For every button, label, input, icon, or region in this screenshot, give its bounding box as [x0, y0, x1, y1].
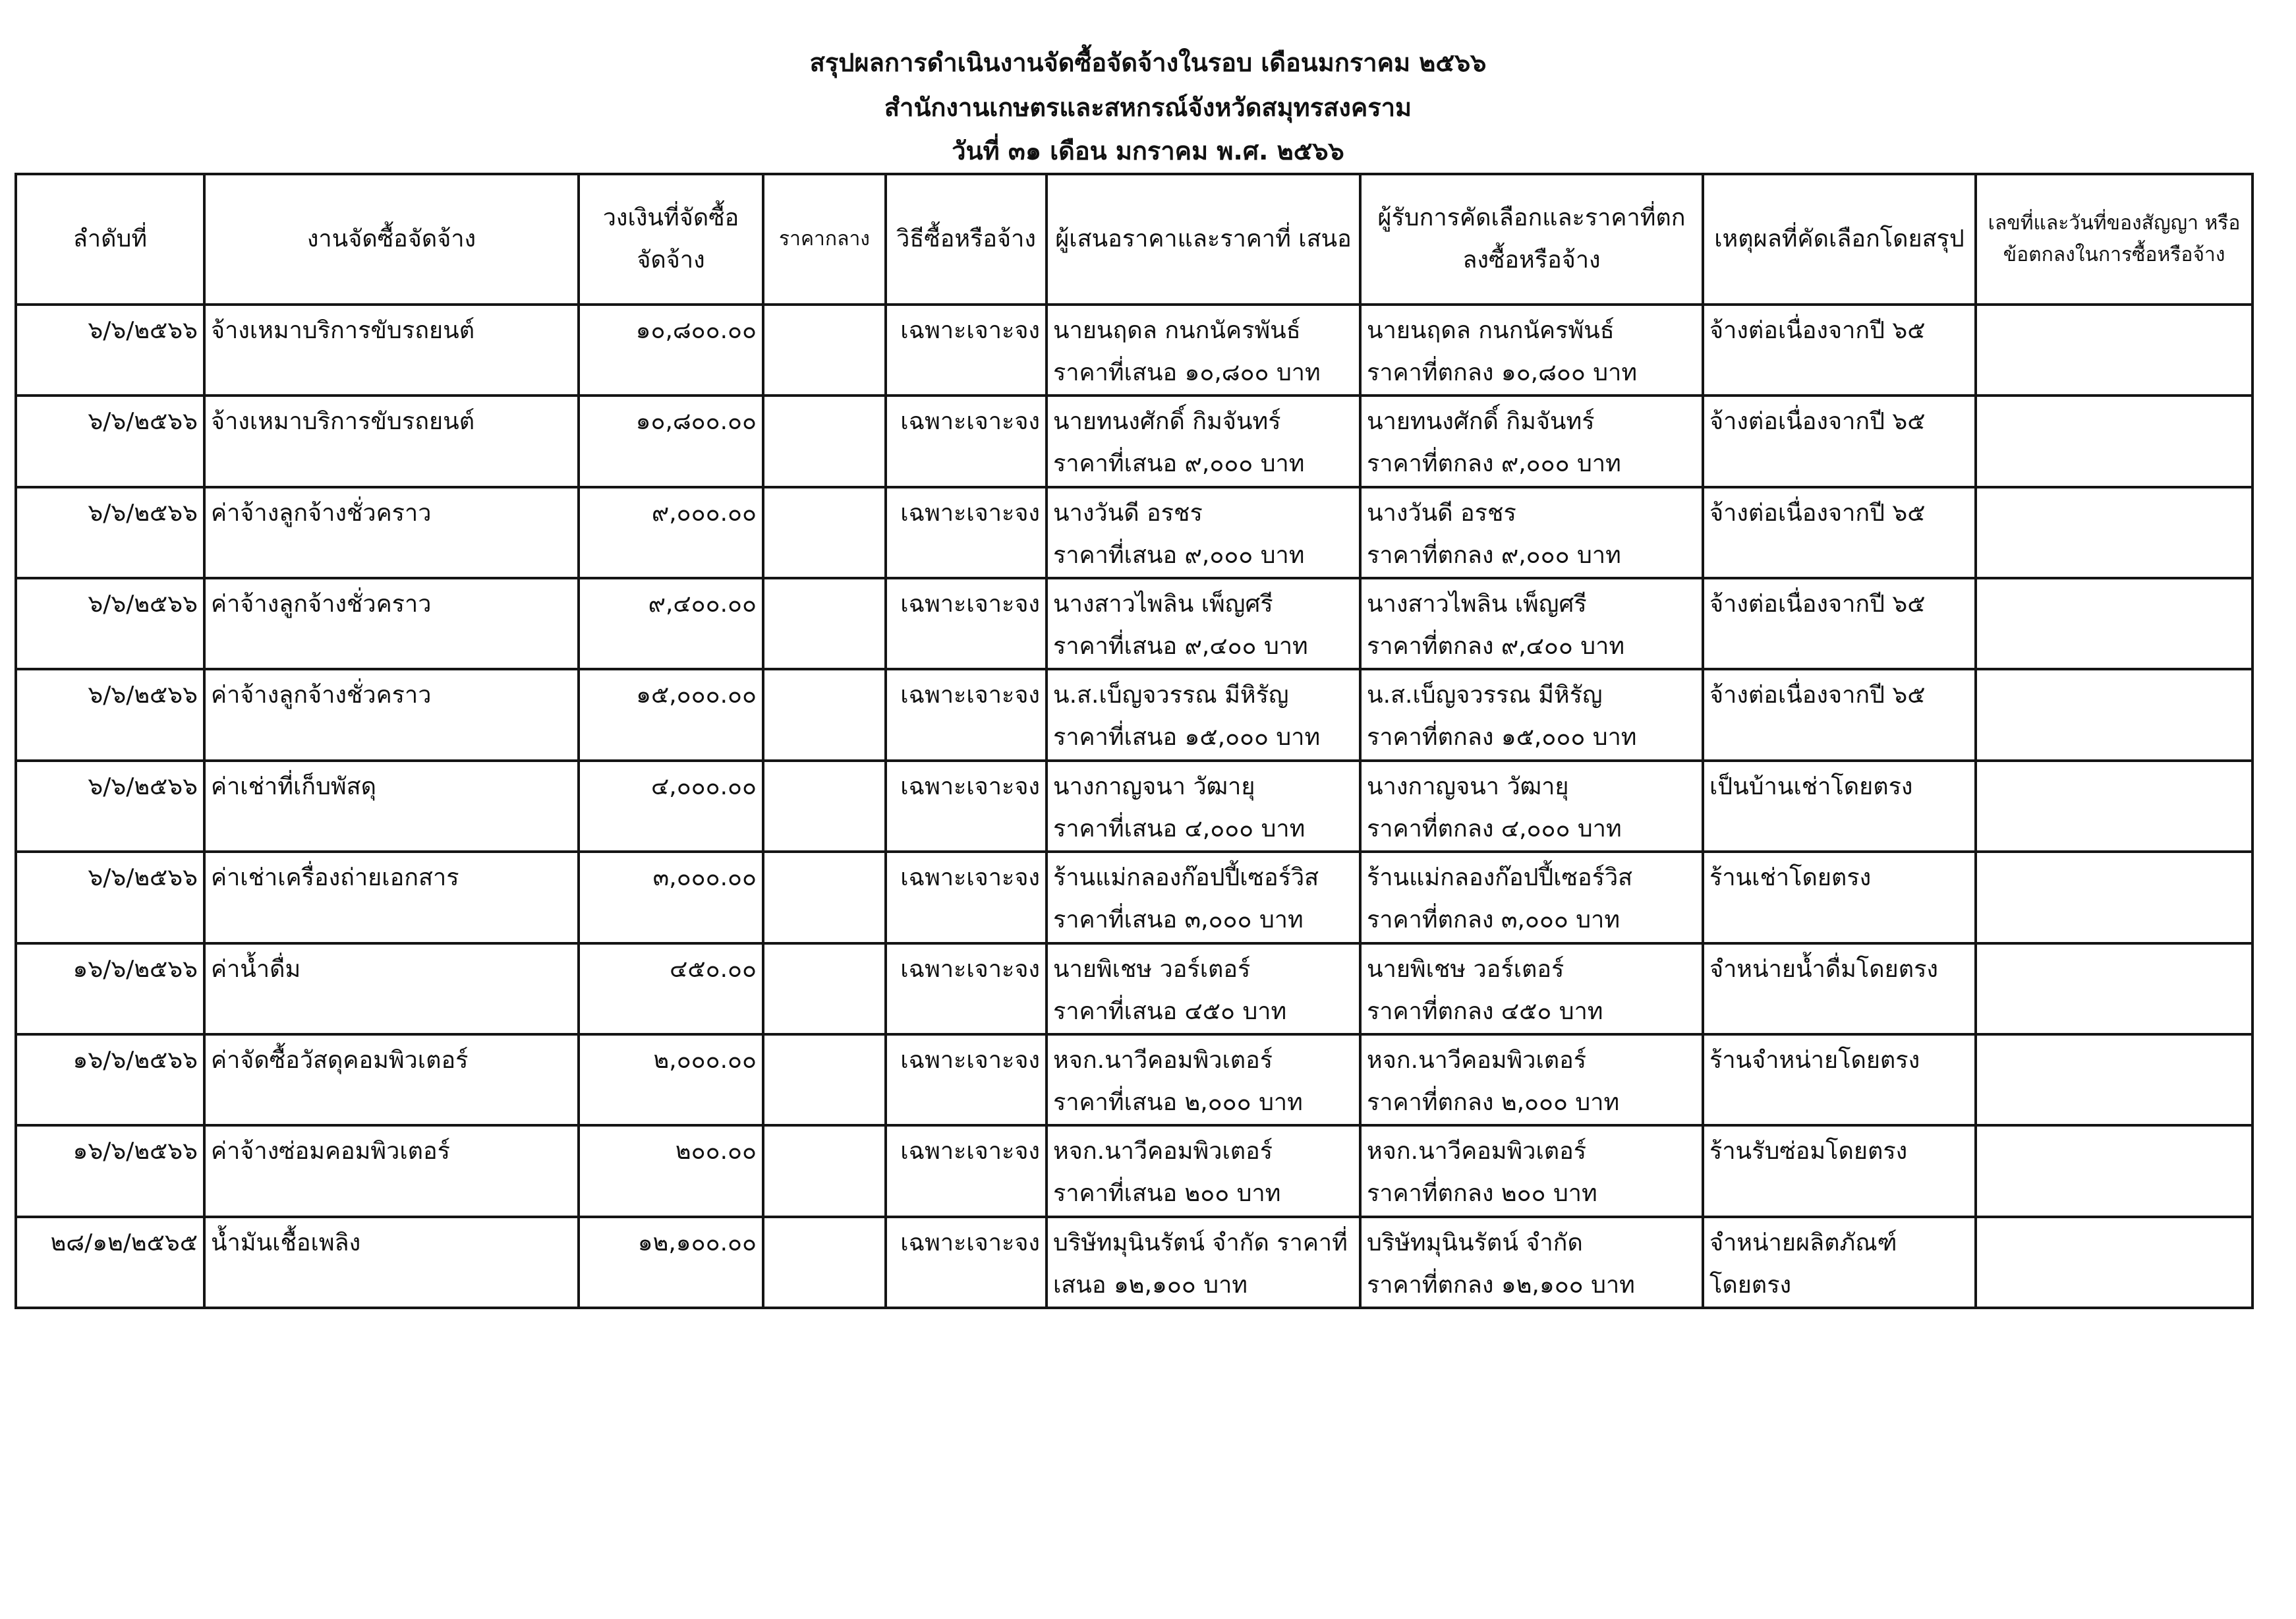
cell-no: ๖/๖/๒๕๖๖ — [16, 487, 204, 578]
col-header-offer — [1047, 174, 1360, 305]
cell-no: ๖/๖/๒๕๖๖ — [16, 669, 204, 760]
winner-price: ราคาที่ตกลง ๒๐๐ บาท — [1367, 1180, 1597, 1208]
cell-median-price — [763, 305, 886, 396]
cell-winner — [1360, 305, 1703, 396]
report-date: วันที่ ๓๑ เดือน มกราคม พ.ศ. ๒๕๖๖ — [952, 136, 1344, 165]
col-header-offer-line1: ผู้เสนอราคาและราคาที่ — [1055, 225, 1291, 252]
col-header-reason: เหตุผลที่คัดเลือกโดยสรุป — [1703, 174, 1976, 305]
cell-contract — [1976, 305, 2253, 396]
col-header-contract-line1: เลขที่และวันที่ของสัญญา — [1988, 212, 2198, 235]
cell-procurement-name: ค่าจ้างลูกจ้างชั่วคราว — [204, 669, 579, 760]
cell-median-price — [763, 852, 886, 943]
winner-price: ราคาที่ตกลง ๔๕๐ บาท — [1367, 997, 1603, 1025]
cell-procurement-name: น้ำมันเชื้อเพลิง — [204, 1217, 579, 1308]
cell-procurement-name: ค่าเช่าที่เก็บพัสดุ — [204, 761, 579, 852]
col-header-name: งานจัดซื้อจัดจ้าง — [204, 174, 579, 305]
cell-median-price — [763, 1034, 886, 1125]
cell-method: เฉพาะเจาะจง — [886, 1125, 1047, 1216]
cell-method: เฉพาะเจาะจง — [886, 1034, 1047, 1125]
cell-method: เฉพาะเจาะจง — [886, 852, 1047, 943]
cell-offer — [1047, 487, 1360, 578]
cell-budget: ๑๐,๘๐๐.๐๐ — [579, 305, 763, 396]
col-header-contract — [1976, 174, 2253, 305]
cell-contract — [1976, 578, 2253, 669]
cell-method: เฉพาะเจาะจง — [886, 396, 1047, 486]
table-row — [16, 669, 2253, 760]
table-row — [16, 1125, 2253, 1216]
offer-bidder: นายพิเชษ วอร์เตอร์ — [1053, 955, 1251, 983]
winner-price: ราคาที่ตกลง ๙,๐๐๐ บาท — [1367, 450, 1621, 478]
table-row — [16, 1034, 2253, 1125]
cell-budget: ๒,๐๐๐.๐๐ — [579, 1034, 763, 1125]
cell-winner — [1360, 396, 1703, 486]
report-title: สรุปผลการดำเนินงานจัดซื้อจัดจ้างในรอบ เดือนมกราคม ๒๕๖๖ — [809, 48, 1487, 77]
cell-no: ๖/๖/๒๕๖๖ — [16, 396, 204, 486]
cell-offer — [1047, 943, 1360, 1034]
offer-bidder: นางกาญจนา วัฒายุ — [1053, 773, 1255, 800]
offer-bidder: น.ส.เบ็ญจวรรณ มีหิรัญ — [1053, 682, 1289, 709]
col-header-no: ลำดับที่ — [16, 174, 204, 305]
winner-name: นายพิเชษ วอร์เตอร์ — [1367, 955, 1564, 983]
winner-price: ราคาที่ตกลง ๑๕,๐๐๐ บาท — [1367, 724, 1637, 751]
offer-bidder: นางสาวไพลิน เพ็ญศรี — [1053, 591, 1273, 618]
col-header-budget — [579, 174, 763, 305]
winner-name: นายทนงศักดิ์ กิมจันทร์ — [1367, 408, 1595, 436]
col-header-winner-line2: ลงซื้อหรือจ้าง — [1462, 247, 1601, 274]
offer-bidder: บริษัทมุนินรัตน์ จำกัด ราคาที่ — [1053, 1229, 1348, 1256]
winner-name: นางสาวไพลิน เพ็ญศรี — [1367, 591, 1587, 618]
cell-procurement-name: จ้างเหมาบริการขับรถยนต์ — [204, 396, 579, 486]
cell-contract — [1976, 396, 2253, 486]
cell-reason: จำหน่ายผลิตภัณฑ์โดยตรง — [1703, 1217, 1976, 1308]
cell-method: เฉพาะเจาะจง — [886, 669, 1047, 760]
table-row — [16, 396, 2253, 486]
winner-name: ร้านแม่กลองก๊อปปี้เซอร์วิส — [1367, 864, 1633, 892]
cell-budget: ๑๐,๘๐๐.๐๐ — [579, 396, 763, 486]
cell-median-price — [763, 669, 886, 760]
offer-price: ราคาที่เสนอ ๑๕,๐๐๐ บาท — [1053, 724, 1321, 751]
cell-offer — [1047, 396, 1360, 486]
col-header-budget-line2: จัดจ้าง — [637, 247, 705, 274]
offer-price: ราคาที่เสนอ ๙,๔๐๐ บาท — [1053, 633, 1308, 661]
cell-procurement-name: ค่าจ้างลูกจ้างชั่วคราว — [204, 487, 579, 578]
winner-name: นายนฤดล กนกนัครพันธ์ — [1367, 317, 1615, 344]
cell-contract — [1976, 1217, 2253, 1308]
cell-budget: ๑๒,๑๐๐.๐๐ — [579, 1217, 763, 1308]
offer-bidder: ร้านแม่กลองก๊อปปี้เซอร์วิส — [1053, 864, 1319, 892]
cell-offer — [1047, 761, 1360, 852]
cell-median-price — [763, 1217, 886, 1308]
cell-budget: ๙,๔๐๐.๐๐ — [579, 578, 763, 669]
offer-bidder: นางวันดี อรชร — [1053, 499, 1203, 527]
offer-bidder: หจก.นาวีคอมพิวเตอร์ — [1053, 1138, 1273, 1165]
cell-reason: จ้างต่อเนื่องจากปี ๖๕ — [1703, 669, 1976, 760]
offer-price: ราคาที่เสนอ ๔๕๐ บาท — [1053, 997, 1287, 1025]
cell-reason: จำหน่ายน้ำดื่มโดยตรง — [1703, 943, 1976, 1034]
cell-reason: ร้านเช่าโดยตรง — [1703, 852, 1976, 943]
offer-bidder: นายทนงศักดิ์ กิมจันทร์ — [1053, 408, 1281, 436]
cell-procurement-name: ค่าน้ำดื่ม — [204, 943, 579, 1034]
offer-price: ราคาที่เสนอ ๒๐๐ บาท — [1053, 1180, 1281, 1208]
cell-procurement-name: ค่าจ้างซ่อมคอมพิวเตอร์ — [204, 1125, 579, 1216]
office-name: สำนักงานเกษตรและสหกรณ์จังหวัดสมุทรสงคราม — [884, 93, 1412, 122]
cell-reason: จ้างต่อเนื่องจากปี ๖๕ — [1703, 305, 1976, 396]
winner-price: ราคาที่ตกลง ๑๒,๑๐๐ บาท — [1367, 1271, 1635, 1299]
offer-price: เสนอ ๑๒,๑๐๐ บาท — [1053, 1271, 1248, 1299]
table-header-row — [16, 174, 2253, 305]
cell-no: ๖/๖/๒๕๖๖ — [16, 578, 204, 669]
col-header-winner — [1360, 174, 1703, 305]
table-row — [16, 852, 2253, 943]
cell-contract — [1976, 487, 2253, 578]
winner-name: หจก.นาวีคอมพิวเตอร์ — [1367, 1046, 1587, 1074]
cell-budget: ๙,๐๐๐.๐๐ — [579, 487, 763, 578]
cell-procurement-name: ค่าจัดซื้อวัสดุคอมพิวเตอร์ — [204, 1034, 579, 1125]
cell-reason: จ้างต่อเนื่องจากปี ๖๕ — [1703, 578, 1976, 669]
cell-method: เฉพาะเจาะจง — [886, 305, 1047, 396]
cell-offer — [1047, 669, 1360, 760]
cell-winner — [1360, 761, 1703, 852]
cell-no: ๑๖/๖/๒๕๖๖ — [16, 1125, 204, 1216]
cell-method: เฉพาะเจาะจง — [886, 943, 1047, 1034]
cell-winner — [1360, 669, 1703, 760]
cell-no: ๑๖/๖/๒๕๖๖ — [16, 1034, 204, 1125]
winner-price: ราคาที่ตกลง ๑๐,๘๐๐ บาท — [1367, 359, 1638, 386]
cell-winner — [1360, 1217, 1703, 1308]
cell-median-price — [763, 578, 886, 669]
table-body — [16, 305, 2253, 1308]
winner-name: นางกาญจนา วัฒายุ — [1367, 773, 1569, 800]
cell-winner — [1360, 487, 1703, 578]
cell-no: ๖/๖/๒๕๖๖ — [16, 761, 204, 852]
winner-name: น.ส.เบ็ญจวรรณ มีหิรัญ — [1367, 682, 1603, 709]
cell-no: ๖/๖/๒๕๖๖ — [16, 852, 204, 943]
cell-budget: ๒๐๐.๐๐ — [579, 1125, 763, 1216]
cell-method: เฉพาะเจาะจง — [886, 761, 1047, 852]
col-header-contract-line2: หรือข้อตกลงในการซื้อหรือจ้าง — [2003, 212, 2241, 266]
cell-contract — [1976, 1125, 2253, 1216]
cell-contract — [1976, 1034, 2253, 1125]
cell-reason: จ้างต่อเนื่องจากปี ๖๕ — [1703, 487, 1976, 578]
cell-offer — [1047, 1217, 1360, 1308]
cell-offer — [1047, 305, 1360, 396]
cell-method: เฉพาะเจาะจง — [886, 487, 1047, 578]
table-row — [16, 761, 2253, 852]
cell-winner — [1360, 852, 1703, 943]
cell-reason: ร้านรับซ่อมโดยตรง — [1703, 1125, 1976, 1216]
offer-price: ราคาที่เสนอ ๔,๐๐๐ บาท — [1053, 815, 1306, 842]
cell-procurement-name: ค่าเช่าเครื่องถ่ายเอกสาร — [204, 852, 579, 943]
cell-method: เฉพาะเจาะจง — [886, 1217, 1047, 1308]
winner-name: นางวันดี อรชร — [1367, 499, 1516, 527]
table-row — [16, 578, 2253, 669]
table-row — [16, 487, 2253, 578]
offer-bidder: นายนฤดล กนกนัครพันธ์ — [1053, 317, 1301, 344]
cell-reason: จ้างต่อเนื่องจากปี ๖๕ — [1703, 396, 1976, 486]
offer-price: ราคาที่เสนอ ๓,๐๐๐ บาท — [1053, 906, 1304, 934]
cell-no: ๖/๖/๒๕๖๖ — [16, 305, 204, 396]
winner-price: ราคาที่ตกลง ๙,๔๐๐ บาท — [1367, 633, 1625, 661]
cell-budget: ๓,๐๐๐.๐๐ — [579, 852, 763, 943]
cell-procurement-name: ค่าจ้างลูกจ้างชั่วคราว — [204, 578, 579, 669]
cell-budget: ๔,๐๐๐.๐๐ — [579, 761, 763, 852]
cell-median-price — [763, 761, 886, 852]
cell-median-price — [763, 487, 886, 578]
cell-offer — [1047, 852, 1360, 943]
col-header-winner-line1: ผู้รับการคัดเลือกและราคาที่ตก — [1377, 204, 1686, 231]
offer-bidder: หจก.นาวีคอมพิวเตอร์ — [1053, 1046, 1273, 1074]
cell-offer — [1047, 1125, 1360, 1216]
offer-price: ราคาที่เสนอ ๑๐,๘๐๐ บาท — [1053, 359, 1321, 386]
cell-procurement-name: จ้างเหมาบริการขับรถยนต์ — [204, 305, 579, 396]
cell-method: เฉพาะเจาะจง — [886, 578, 1047, 669]
offer-price: ราคาที่เสนอ ๙,๐๐๐ บาท — [1053, 450, 1305, 478]
col-header-method: วิธีซื้อหรือจ้าง — [886, 174, 1047, 305]
cell-contract — [1976, 669, 2253, 760]
cell-offer — [1047, 1034, 1360, 1125]
cell-winner — [1360, 1125, 1703, 1216]
cell-median-price — [763, 943, 886, 1034]
cell-offer — [1047, 578, 1360, 669]
cell-winner — [1360, 578, 1703, 669]
col-header-offer-line2: เสนอ — [1298, 225, 1352, 252]
cell-median-price — [763, 1125, 886, 1216]
cell-budget: ๔๕๐.๐๐ — [579, 943, 763, 1034]
winner-price: ราคาที่ตกลง ๒,๐๐๐ บาท — [1367, 1088, 1620, 1116]
cell-contract — [1976, 852, 2253, 943]
winner-name: หจก.นาวีคอมพิวเตอร์ — [1367, 1138, 1587, 1165]
winner-price: ราคาที่ตกลง ๓,๐๐๐ บาท — [1367, 906, 1621, 934]
cell-median-price — [763, 396, 886, 486]
col-header-budget-line1: วงเงินที่จัดซื้อ — [602, 204, 739, 231]
cell-contract — [1976, 943, 2253, 1034]
table-row — [16, 1217, 2253, 1308]
table-row — [16, 943, 2253, 1034]
procurement-table — [14, 173, 2254, 1309]
winner-price: ราคาที่ตกลง ๔,๐๐๐ บาท — [1367, 815, 1622, 842]
cell-budget: ๑๕,๐๐๐.๐๐ — [579, 669, 763, 760]
winner-price: ราคาที่ตกลง ๙,๐๐๐ บาท — [1367, 541, 1621, 569]
col-header-median: ราคากลาง — [763, 174, 886, 305]
offer-price: ราคาที่เสนอ ๒,๐๐๐ บาท — [1053, 1088, 1303, 1116]
cell-winner — [1360, 1034, 1703, 1125]
cell-winner — [1360, 943, 1703, 1034]
cell-no: ๒๘/๑๒/๒๕๖๕ — [16, 1217, 204, 1308]
cell-contract — [1976, 761, 2253, 852]
cell-reason: เป็นบ้านเช่าโดยตรง — [1703, 761, 1976, 852]
cell-reason: ร้านจำหน่ายโดยตรง — [1703, 1034, 1976, 1125]
table-row — [16, 305, 2253, 396]
cell-no: ๑๖/๖/๒๕๖๖ — [16, 943, 204, 1034]
winner-name: บริษัทมุนินรัตน์ จำกัด — [1367, 1229, 1583, 1256]
offer-price: ราคาที่เสนอ ๙,๐๐๐ บาท — [1053, 541, 1305, 569]
